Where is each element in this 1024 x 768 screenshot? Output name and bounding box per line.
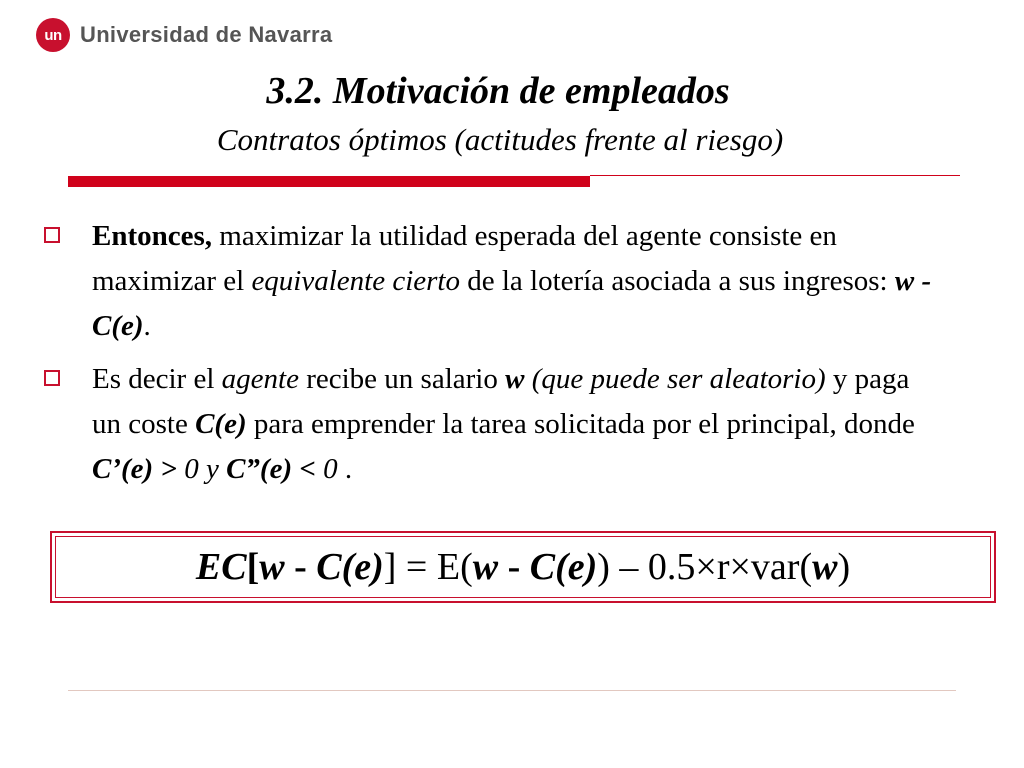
formula-ec: EC	[195, 546, 247, 588]
formula-cost: C(e)	[529, 546, 598, 588]
bullet-text: .	[143, 310, 151, 342]
square-bullet-icon	[44, 227, 60, 243]
bullet-formula: C’(e) >	[92, 453, 185, 485]
bullet-emphasis: agente	[221, 363, 299, 395]
bullet-emphasis: equivalente cierto	[251, 265, 460, 297]
slide-subtitle: Contratos óptimos (actitudes frente al riesgo)	[216, 122, 784, 157]
formula-close: )	[837, 546, 851, 588]
bullet-text: maximizar la utilidad esperada del agente consiste en maximizar el	[92, 220, 837, 297]
bullet-emphasis: 0 y	[184, 453, 227, 485]
bullet-formula: w	[505, 363, 525, 395]
university-logo	[36, 15, 332, 55]
bullet-list	[40, 214, 940, 500]
certainty-equivalent-formula	[52, 545, 994, 589]
formula-bracket: [	[246, 546, 260, 588]
formula-expectation: ] = E(	[383, 546, 473, 588]
formula-w: w	[259, 546, 285, 588]
bullet-text: Es decir el	[92, 363, 222, 395]
title-divider-thick	[68, 176, 590, 187]
formula-w: w	[812, 546, 838, 588]
bullet-text: recibe un salario	[298, 363, 506, 395]
bullet-item	[40, 357, 940, 492]
bullet-emphasis: (que puede ser aleatorio)	[524, 363, 826, 395]
square-bullet-icon	[44, 370, 60, 386]
slide-title: 3.2. Motivación de empleados	[266, 70, 730, 112]
bullet-formula: C(e)	[195, 408, 247, 440]
bullet-lead: Entonces,	[92, 220, 213, 252]
bullet-item	[40, 214, 940, 349]
bullet-text: de la lotería asociada a sus ingresos:	[460, 265, 895, 297]
logo-text: Universidad de Navarra	[80, 22, 333, 47]
bullet-formula: C”(e) <	[226, 453, 324, 485]
logo-mark-icon: un	[36, 18, 70, 52]
bullet-formula: w - C(e)	[92, 265, 932, 342]
formula-minus: -	[498, 546, 530, 588]
formula-variance-term: ) – 0.5×r×var(	[597, 546, 813, 588]
bullet-emphasis: 0	[323, 453, 338, 485]
formula-minus: -	[284, 546, 317, 588]
title-divider-thin	[590, 175, 960, 176]
formula-w: w	[472, 546, 499, 588]
bullet-text: y paga un coste	[92, 363, 910, 440]
bullet-text: .	[337, 453, 353, 485]
bullet-text: para emprender la tarea solicitada por el principal, donde	[246, 408, 915, 440]
formula-cost: C(e)	[316, 546, 384, 588]
footer-divider	[68, 690, 956, 691]
formula-box	[50, 531, 996, 603]
